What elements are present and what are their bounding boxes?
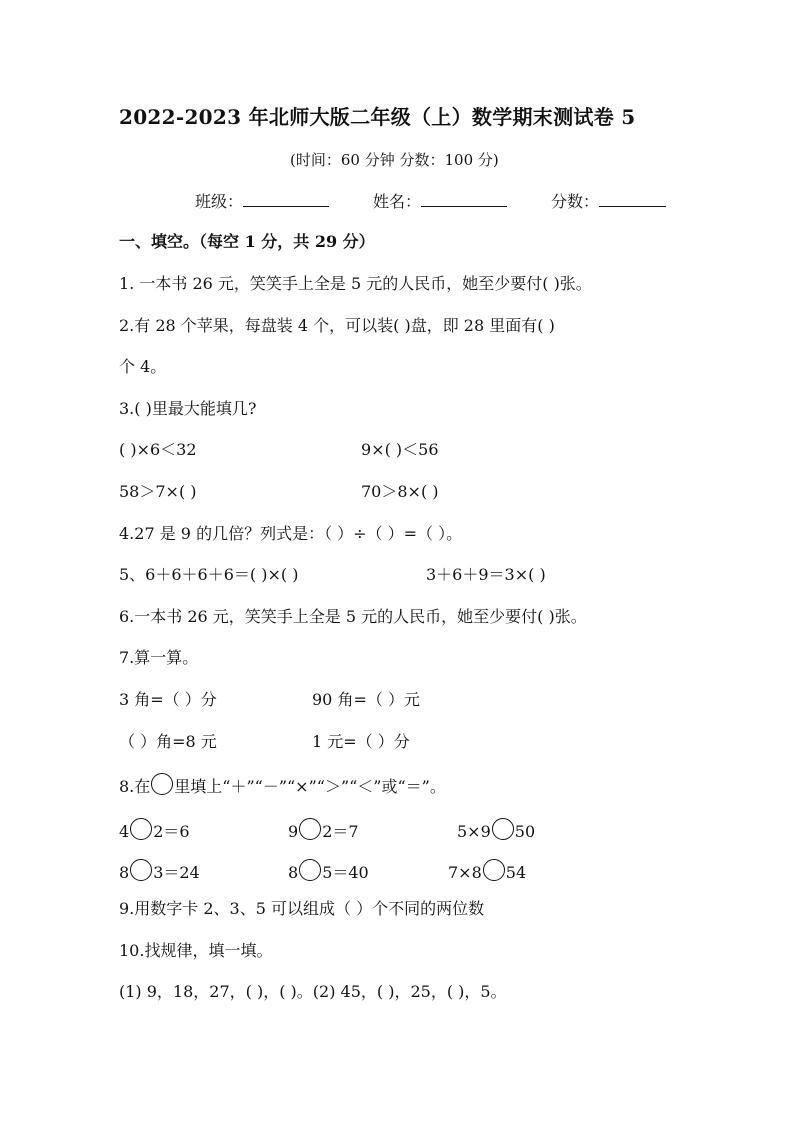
name-blank[interactable] bbox=[421, 190, 507, 207]
question-7a: 3 角=（ ）分 bbox=[119, 690, 217, 709]
question-3a: ( )×6＜32 bbox=[119, 440, 197, 459]
compare-right: 50 bbox=[514, 822, 536, 841]
answer-circle-icon[interactable] bbox=[130, 818, 152, 840]
compare-item bbox=[288, 818, 359, 843]
question-7: 7.算一算。 bbox=[119, 648, 199, 667]
answer-circle-icon[interactable] bbox=[299, 859, 321, 881]
compare-item bbox=[457, 818, 535, 843]
exam-meta: (时间：60 分钟 分数：100 分) bbox=[290, 151, 499, 169]
name-label: 姓名： bbox=[373, 192, 422, 211]
compare-right: 2＝6 bbox=[153, 822, 190, 841]
compare-item bbox=[448, 859, 526, 884]
question-3: 3.( )里最大能填几? bbox=[119, 399, 257, 418]
class-label: 班级： bbox=[195, 192, 244, 211]
question-6: 6.一本书 26 元，笑笑手上全是 5 元的人民币，她至少要付( )张。 bbox=[119, 607, 587, 626]
answer-circle-icon[interactable] bbox=[492, 818, 514, 840]
compare-right: 54 bbox=[505, 863, 527, 882]
question-10: 10.找规律，填一填。 bbox=[119, 941, 273, 960]
question-7b: 90 角=（ ）元 bbox=[312, 690, 420, 709]
compare-left: 7×8 bbox=[448, 863, 482, 882]
compare-item bbox=[119, 818, 190, 843]
page-title: 2022-2023 年北师大版二年级（上）数学期末测试卷 5 bbox=[119, 105, 636, 129]
answer-circle-icon[interactable] bbox=[483, 859, 505, 881]
question-5a: 5、6＋6＋6＋6＝( )×( ) bbox=[119, 565, 299, 584]
question-10-items: (1) 9，18，27，( )，( )。(2) 45，( )，25，( )，5。 bbox=[119, 982, 507, 1001]
question-8-prefix: 8.在 bbox=[119, 777, 151, 796]
class-blank[interactable] bbox=[243, 190, 329, 207]
answer-circle-icon[interactable] bbox=[130, 859, 152, 881]
question-3b: 9×( )＜56 bbox=[361, 440, 439, 459]
compare-left: 8 bbox=[119, 863, 130, 882]
question-2: 2.有 28 个苹果，每盘装 4 个，可以装( )盘，即 28 里面有( ) bbox=[119, 316, 555, 335]
question-9: 9.用数字卡 2、3、5 可以组成（ ）个不同的两位数 bbox=[119, 899, 485, 918]
question-7c: （ ）角=8 元 bbox=[119, 732, 217, 751]
compare-right: 5＝40 bbox=[322, 863, 369, 882]
score-label: 分数： bbox=[551, 192, 600, 211]
question-4: 4.27 是 9 的几倍？列式是：（ ）÷（ ）=（ ）。 bbox=[119, 524, 463, 543]
answer-circle-icon bbox=[151, 773, 173, 795]
compare-left: 9 bbox=[288, 822, 299, 841]
question-2-cont: 个 4。 bbox=[119, 357, 167, 376]
name-field bbox=[373, 190, 507, 213]
compare-item bbox=[119, 859, 200, 884]
compare-right: 3＝24 bbox=[153, 863, 200, 882]
compare-left: 5×9 bbox=[457, 822, 491, 841]
question-1: 1. 一本书 26 元，笑笑手上全是 5 元的人民币，她至少要付( )张。 bbox=[119, 274, 592, 293]
score-field bbox=[551, 190, 666, 213]
compare-item bbox=[288, 859, 369, 884]
question-8-suffix: 里填上“＋”“－”“×”“＞”“＜”或“＝”。 bbox=[174, 777, 446, 796]
score-blank[interactable] bbox=[599, 190, 666, 207]
question-3d: 70＞8×( ) bbox=[361, 482, 439, 501]
compare-left: 4 bbox=[119, 822, 130, 841]
class-field bbox=[195, 190, 329, 213]
question-8 bbox=[119, 773, 446, 798]
question-3c: 58＞7×( ) bbox=[119, 482, 197, 501]
compare-left: 8 bbox=[288, 863, 299, 882]
section-heading: 一、填空。（每空 1 分，共 29 分） bbox=[119, 232, 375, 251]
question-5b: 3＋6＋9＝3×( ) bbox=[426, 565, 546, 584]
question-7d: 1 元=（ ）分 bbox=[312, 732, 410, 751]
answer-circle-icon[interactable] bbox=[299, 818, 321, 840]
compare-right: 2＝7 bbox=[322, 822, 359, 841]
